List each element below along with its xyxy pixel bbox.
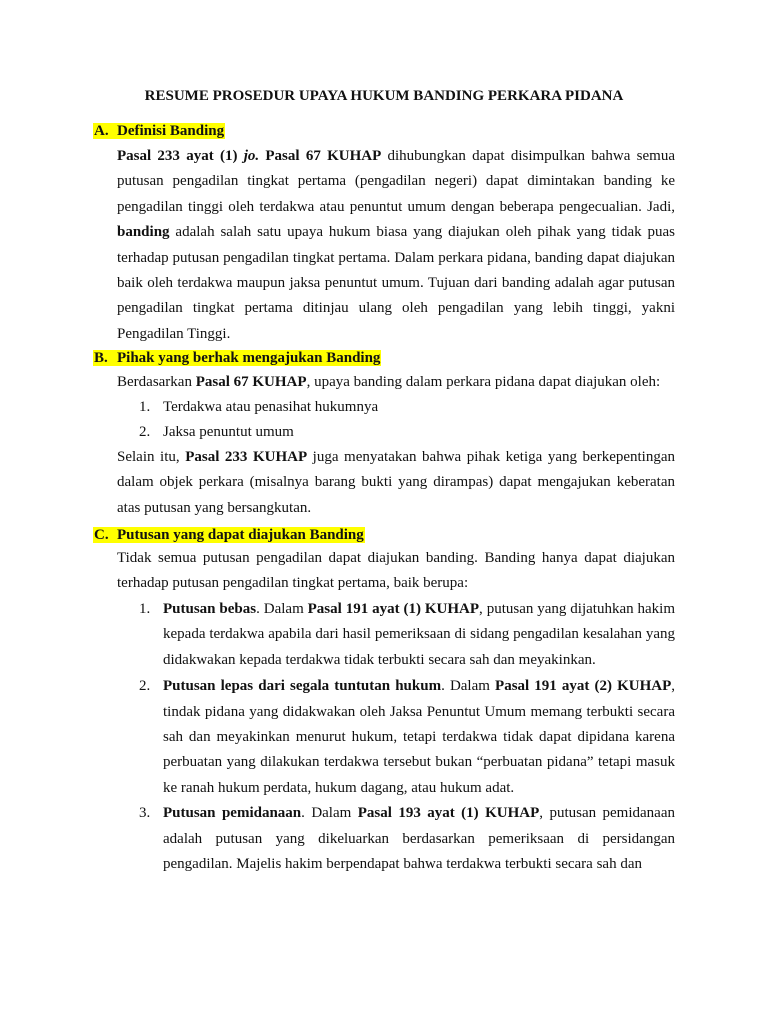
section-c-intro — [117, 546, 675, 597]
section-c-title: Putusan yang dapat diajukan Banding — [117, 527, 364, 543]
section-c-heading — [93, 525, 365, 545]
section-b-title: Pihak yang berhak mengajukan Banding — [117, 350, 381, 366]
section-b-list — [117, 395, 675, 446]
list-item — [117, 597, 675, 673]
list-text: , putusan yang dijatuhkan hakim kepada terdakwa apabila dari hasil pemeriksaan di sidang pengadilan kesalahan yang didakwakan kepada terdakwa tidak terbukti secara sah dan meyakinkan. — [163, 601, 676, 668]
section-b-heading — [93, 348, 381, 368]
list-number: 1. — [139, 399, 151, 415]
section-a-letter: A. — [94, 123, 109, 139]
ref-pasal-233: Pasal 233 KUHAP — [185, 449, 308, 465]
section-b-text-4: juga menyatakan bahwa pihak ketiga yang berkepentingan dalam objek perkara (misalnya barang bukti yang dirampas) dapat mengajukan keberatan atas putusan yang bersangkutan. — [117, 449, 675, 516]
term-putusan-lepas: Putusan lepas dari segala tuntutan hukum — [163, 678, 442, 695]
list-number: 1. — [139, 601, 151, 617]
section-b-text-3: Selain itu, — [117, 449, 186, 465]
ref-pasal-67: Pasal 67 KUHAP — [265, 148, 382, 164]
section-b-highlight — [93, 350, 381, 366]
ref-pasal-67-b: Pasal 67 KUHAP — [195, 374, 307, 390]
list-item — [117, 674, 675, 801]
term-putusan-bebas: Putusan bebas — [163, 601, 257, 617]
section-a-title: Definisi Banding — [117, 123, 225, 139]
term-putusan-pemidanaan: Putusan pemidanaan — [163, 805, 302, 822]
ref-jo: jo. — [243, 148, 260, 164]
section-b-paragraph-2 — [117, 445, 675, 521]
section-b-text-1: Berdasarkan — [117, 374, 196, 390]
list-item — [117, 801, 675, 877]
section-c-text: Tidak semua putusan pengadilan dapat diajukan banding. Banding hanya dapat diajukan terhadap putusan pengadilan tingkat pertama, baik berupa: — [117, 550, 675, 592]
section-b-text-2: , upaya banding dalam perkara pidana dapat diajukan oleh: — [306, 374, 661, 390]
section-a-highlight — [93, 123, 225, 139]
term-banding: banding — [117, 224, 170, 241]
list-text: Terdakwa atau penasihat hukumnya — [163, 399, 379, 415]
section-b-letter: B. — [94, 350, 108, 366]
list-item — [117, 420, 675, 445]
ref-pasal-191-1: Pasal 191 ayat (1) KUHAP — [307, 601, 480, 617]
list-number: 2. — [139, 424, 151, 441]
section-c-letter: C. — [94, 527, 109, 543]
list-item — [117, 395, 675, 420]
list-text: , putusan pemidanaan adalah putusan yang dikeluarkan berdasarkan pemeriksaan di persidangan pengadilan. Majelis hakim berpendapat bahwa terdakwa terbukti secara sah dan — [163, 805, 675, 873]
section-c-list — [117, 597, 675, 877]
ref-pasal-191-2: Pasal 191 ayat (2) KUHAP — [495, 678, 672, 695]
list-text: Jaksa penuntut umum — [163, 424, 294, 441]
section-a-text-1: dihubungkan dapat disimpulkan bahwa semua putusan pengadilan tingkat pertama (pengadilan negeri) dapat dimintakan banding ke pengadilan tinggi oleh terdakwa atau penuntut umum dengan beberapa pengecualian. Jadi, — [117, 148, 675, 215]
list-text: . Dalam — [301, 805, 358, 822]
section-a-heading — [93, 121, 225, 141]
section-a-paragraph — [117, 144, 675, 347]
list-text: , tindak pidana yang didakwakan oleh Jaksa Penuntut Umum memang terbukti secara sah dan meyakinkan menurut hukum, tetapi terdakwa tidak dapat dipidana karena perbuatan yang dilakukan terdakwa tersebut bukan “perbuatan pidana” tetapi masuk ke ranah hukum perdata, hukum dagang, atau hukum adat. — [163, 678, 676, 796]
list-number: 3. — [139, 805, 151, 822]
section-a-text-2: adalah salah satu upaya hukum biasa yang diajukan oleh pihak yang tidak puas terhadap putusan pengadilan tingkat pertama. Dalam perkara pidana, banding dapat diajukan baik oleh terdakwa maupun jaksa penuntut umum. Tujuan dari banding adalah agar putusan pengadilan tingkat pertama ditinjau ulang oleh pengadilan yang lebih tinggi, yakni Pengadilan Tinggi. — [117, 224, 675, 342]
list-text: . Dalam — [256, 601, 308, 617]
ref-pasal-233-1: Pasal 233 ayat (1) — [117, 148, 238, 164]
list-number: 2. — [139, 678, 151, 695]
document-title: RESUME PROSEDUR UPAYA HUKUM BANDING PERKARA PIDANA — [144, 88, 624, 104]
section-b-intro — [117, 370, 675, 395]
ref-pasal-193-1: Pasal 193 ayat (1) KUHAP — [357, 805, 540, 822]
section-c-highlight — [93, 527, 365, 543]
list-text: . Dalam — [441, 678, 496, 695]
